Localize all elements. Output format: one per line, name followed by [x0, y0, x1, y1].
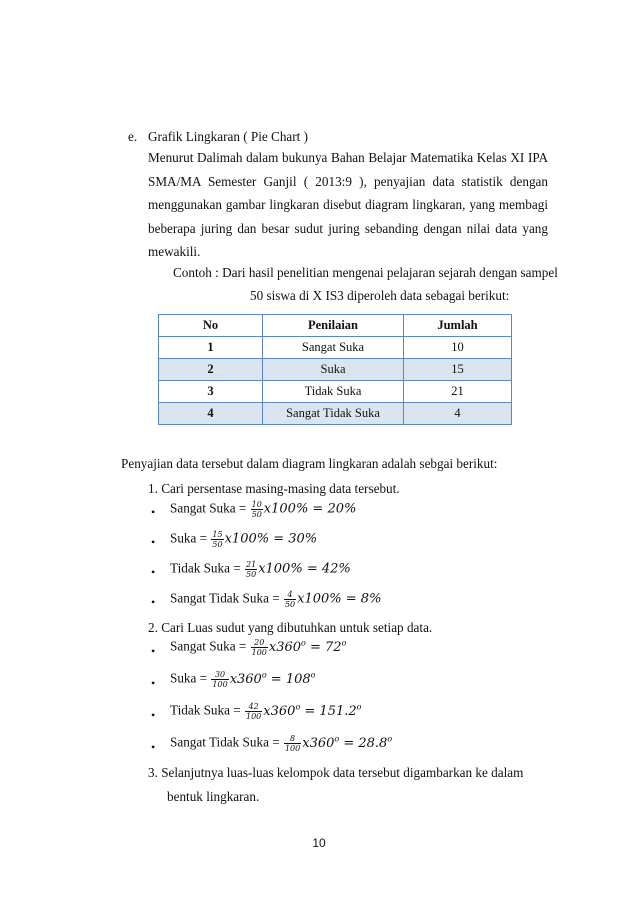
table-row — [159, 359, 512, 381]
item-name: Suka = — [170, 670, 208, 686]
table-row — [159, 403, 512, 425]
table-cell-no: 1 — [159, 337, 263, 359]
fraction-numerator: 20 — [251, 638, 268, 648]
table-cell-penilaian: Sangat Tidak Suka — [263, 403, 404, 425]
expr-result: = 151.2 — [300, 703, 357, 719]
fraction-numerator: 10 — [251, 500, 262, 509]
step-2-item — [170, 734, 392, 753]
degree-sup: 𝑜 — [295, 702, 301, 712]
fraction — [251, 638, 268, 657]
table-cell-no: 4 — [159, 403, 263, 425]
section-paragraph: Menurut Dalimah dalam bukunya Bahan Belajar Matematika Kelas XI IPA SMA/MA Semester Ganjil ( 2013:9 ), penyajian data statistik dengan menggunakan gambar lingkaran disebut diagram lingkaran, yang membagi beberapa juring dan besar sudut juring sebanding dengan nilai data yang mewakili. — [148, 150, 548, 259]
expr-result: = 108 — [266, 671, 311, 687]
step-1-item — [170, 530, 317, 549]
item-expression: 𝑥100% = 20% — [263, 501, 357, 517]
fraction — [251, 500, 263, 519]
bullet-icon: • — [151, 505, 156, 519]
fraction-denominator: 50 — [212, 540, 223, 549]
step-1-item — [170, 500, 356, 519]
table-cell-jumlah: 10 — [404, 337, 512, 359]
table-cell-penilaian: Tidak Suka — [263, 381, 404, 403]
item-name: Suka = — [170, 530, 208, 546]
expr-result: = 28.8 — [339, 735, 388, 751]
bullet-icon: • — [151, 644, 156, 658]
fraction-denominator: 100 — [284, 744, 301, 753]
steps-intro: Penyajian data tersebut dalam diagram lingkaran adalah sebgai berikut: — [121, 456, 498, 471]
data-table — [158, 314, 512, 425]
bullet-icon: • — [151, 535, 156, 549]
fraction-denominator: 50 — [251, 510, 262, 519]
fraction-numerator: 8 — [284, 734, 301, 744]
bullet-icon: • — [151, 676, 156, 690]
fraction-denominator: 100 — [212, 680, 228, 689]
table-row — [159, 381, 512, 403]
fraction — [211, 530, 223, 549]
item-expression: 𝑥100% = 8% — [297, 591, 382, 607]
table-header-jumlah: Jumlah — [404, 315, 512, 337]
step-2-label: 2. Cari Luas sudut yang dibutuhkan untuk setiap data. — [148, 620, 433, 635]
table-cell-no: 3 — [159, 381, 263, 403]
fraction — [245, 702, 262, 721]
table-cell-penilaian: Suka — [263, 359, 404, 381]
item-expression — [302, 736, 392, 751]
expr-base: 𝑥360 — [302, 735, 335, 751]
step-2-item — [170, 702, 361, 721]
fraction — [284, 734, 301, 753]
item-name: Tidak Suka = — [170, 702, 241, 718]
fraction-denominator: 50 — [284, 600, 296, 609]
fraction-denominator: 50 — [246, 570, 257, 579]
item-expression — [230, 672, 316, 687]
step-1-item — [170, 590, 381, 609]
item-name: Sangat Suka = — [170, 500, 247, 516]
table-header-no: No — [159, 315, 263, 337]
fraction-denominator: 100 — [246, 712, 262, 721]
step-2-item — [170, 670, 315, 689]
item-expression: 𝑥100% = 30% — [224, 531, 318, 547]
table-cell-jumlah: 15 — [404, 359, 512, 381]
table-header-penilaian: Penilaian — [263, 315, 404, 337]
expr-base: 𝑥360 — [268, 639, 302, 655]
item-expression: 𝑥100% = 42% — [258, 561, 351, 577]
table-cell-penilaian: Sangat Suka — [263, 337, 404, 359]
degree-sup: 𝑜 — [356, 702, 362, 712]
fraction-numerator: 30 — [211, 670, 228, 680]
step-2-item — [170, 638, 346, 657]
table-cell-jumlah: 21 — [404, 381, 512, 403]
item-name: Sangat Tidak Suka = — [170, 590, 280, 606]
expr-result: = 72 — [305, 639, 342, 655]
step-3-line-1: 3. Selanjutnya luas-luas kelompok data tersebut digambarkan ke dalam — [148, 765, 524, 780]
step-3-line-2: bentuk lingkaran. — [167, 789, 260, 804]
table-cell-jumlah: 4 — [404, 403, 512, 425]
degree-sup: 𝑜 — [301, 638, 306, 648]
item-expression — [263, 704, 361, 719]
degree-sup: 𝑜 — [341, 638, 347, 648]
fraction-numerator: 15 — [212, 530, 223, 539]
fraction-numerator: 21 — [246, 560, 257, 569]
bullet-icon: • — [151, 708, 156, 722]
fraction-denominator: 100 — [251, 648, 267, 657]
bullet-icon: • — [151, 740, 156, 754]
step-1-item — [170, 560, 351, 579]
degree-sup: 𝑜 — [310, 670, 316, 680]
item-expression — [269, 640, 347, 655]
fraction-numerator: 42 — [245, 702, 262, 712]
degree-sup: 𝑜 — [387, 734, 393, 744]
page-number: 10 — [312, 836, 326, 850]
table-row — [159, 337, 512, 359]
example-line-2: 50 siswa di X IS3 diperoleh data sebagai berikut: — [250, 288, 510, 303]
item-name: Sangat Tidak Suka = — [170, 734, 280, 750]
step-1-label: 1. Cari persentase masing-masing data tersebut. — [148, 481, 400, 496]
table-cell-no: 2 — [159, 359, 263, 381]
table-header-row — [159, 315, 512, 337]
fraction — [211, 670, 228, 689]
item-name: Sangat Suka = — [170, 638, 247, 654]
bullet-icon: • — [151, 595, 156, 609]
expr-base: 𝑥360 — [229, 671, 262, 687]
fraction-numerator: 4 — [284, 590, 296, 600]
item-name: Tidak Suka = — [170, 560, 241, 576]
fraction — [284, 590, 296, 609]
example-line-1: Contoh : Dari hasil penelitian mengenai pelajaran sejarah dengan sampel — [173, 265, 558, 280]
section-label: e. — [128, 129, 138, 144]
degree-sup: 𝑜 — [334, 734, 340, 744]
section-title: Grafik Lingkaran ( Pie Chart ) — [148, 129, 309, 144]
fraction — [245, 560, 257, 579]
expr-base: 𝑥360 — [263, 703, 296, 719]
bullet-icon: • — [151, 565, 156, 579]
degree-sup: 𝑜 — [261, 670, 267, 680]
